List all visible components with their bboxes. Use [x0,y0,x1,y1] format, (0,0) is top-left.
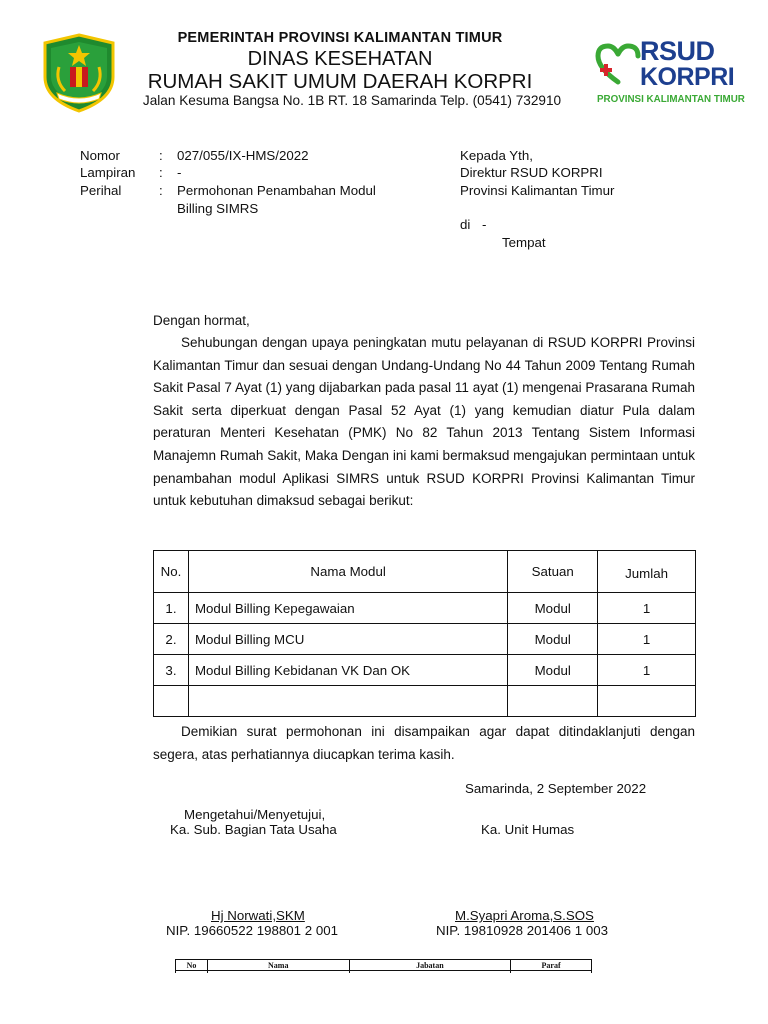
paraf-col-jabatan: Jabatan [349,960,511,971]
cell-no [154,686,189,717]
table-row [154,655,696,686]
left-signer-nip: NIP. 19660522 198801 2 001 [166,923,339,938]
recipient-title: Direktur RSUD KORPRI [460,165,603,180]
lampiran-colon: : [159,165,163,180]
paraf-col-nama: Nama [207,960,349,971]
nomor-colon: : [159,148,163,163]
cell-jumlah: 1 [598,624,696,655]
kop-line-3: RUMAH SAKIT UMUM DAERAH KORPRI [147,70,533,93]
greeting: Dengan hormat, [153,313,250,328]
recipient-dash: - [482,217,487,232]
table-row [154,624,696,655]
closing-paragraph: Demikian surat permohonan ini disampaikan agar dapat ditindaklanjuti dengan segera, atas perhatiannya diucapkan terima kasih. [153,724,695,762]
cell-no: 2. [154,624,189,655]
cell-jumlah [598,686,696,717]
right-signer-nip: NIP. 19810928 201406 1 003 [436,923,609,938]
cell-nama-modul: Modul Billing Kebidanan VK Dan OK [188,655,507,686]
recipient-greeting: Kepada Yth, [460,148,533,163]
col-header-no: No. [154,551,189,593]
rsud-korpri-logo [594,36,745,110]
modul-table [153,550,696,717]
kop-line-2: DINAS KESEHATAN [247,48,433,70]
perihal-colon: : [159,183,163,198]
cell-nama-modul [188,686,507,717]
left-signer-title-2: Ka. Sub. Bagian Tata Usaha [170,822,337,837]
body-paragraph: Sehubungan dengan upaya peningkatan mutu pelayanan di RSUD KORPRI Provinsi Kalimantan Timur dan sesuai dengan Undang-Undang No 44 Tahun 2009 Tentang Rumah Sakit Pasal 7 Ayat (1) yang dijabarkan pada pasal 11 ayat (1) mengenai Prasarana Rumah Sakit serta diperkuat dengan Pasal 52 Ayat (1) yang kemudian diatur Pula dalam peraturan Menteri Kesehatan (PMK) No 82 Tahun 2013 Tentang Sistem Informasi Manajemn Rumah Sakit, Maka Dengan ini kami bermaksud mengajukan permintaan untuk penambahan modul Aplikasi SIMRS untuk RSUD KORPRI Provinsi Kalimantan Timur untuk kebutuhan dimaksud sebagai berikut: [153,335,695,509]
perihal-value-1: Permohonan Penambahan Modul [177,183,376,198]
recipient-tempat: Tempat [502,235,546,250]
cell-nama-modul: Modul Billing MCU [188,624,507,655]
paraf-header-row [176,960,592,971]
nomor-value: 027/055/IX-HMS/2022 [177,148,309,163]
nomor-label: Nomor [80,148,120,163]
cell-no: 1. [154,593,189,624]
recipient-province: Provinsi Kalimantan Timur [460,183,615,198]
recipient-di: di [460,217,471,232]
lampiran-value: - [177,165,182,180]
rsud-word: RSUD [640,36,715,66]
cell-no: 3. [154,655,189,686]
heart-hands-icon [594,42,642,86]
cell-nama-modul: Modul Billing Kepegawaian [188,593,507,624]
cell-jumlah: 1 [598,593,696,624]
table-row [154,593,696,624]
right-signer-title: Ka. Unit Humas [481,822,575,837]
col-header-nama-modul: Nama Modul [188,551,507,593]
cell-satuan: Modul [508,655,598,686]
right-signer-name: M.Syapri Aroma,S.SOS [455,908,594,923]
perihal-label: Perihal [80,183,122,198]
table-header-row [154,551,696,593]
paraf-col-no: No [176,960,208,971]
kop-line-4: Jalan Kesuma Bangsa No. 1B RT. 18 Samarinda Telp. (0541) 732910 [142,93,562,108]
rsud-caption: PROVINSI KALIMANTAN TIMUR [597,94,745,105]
table-row-empty [154,686,696,717]
paraf-col-paraf: Paraf [511,960,592,971]
page-crop-mask [150,973,610,1024]
col-header-satuan: Satuan [508,551,598,593]
korpri-word: KORPRI [640,63,735,91]
lampiran-label: Lampiran [80,165,136,180]
kop-line-1: PEMERINTAH PROVINSI KALIMANTAN TIMUR [177,30,503,46]
place-date: Samarinda, 2 September 2022 [465,781,647,796]
col-header-jumlah: Jumlah [598,551,696,593]
perihal-value-2: Billing SIMRS [177,201,259,216]
left-signer-title-1: Mengetahui/Menyetujui, [184,807,326,822]
cell-satuan: Modul [508,624,598,655]
left-signer-name: Hj Norwati,SKM [211,908,305,923]
cell-satuan [508,686,598,717]
cell-jumlah: 1 [598,655,696,686]
cell-satuan: Modul [508,593,598,624]
